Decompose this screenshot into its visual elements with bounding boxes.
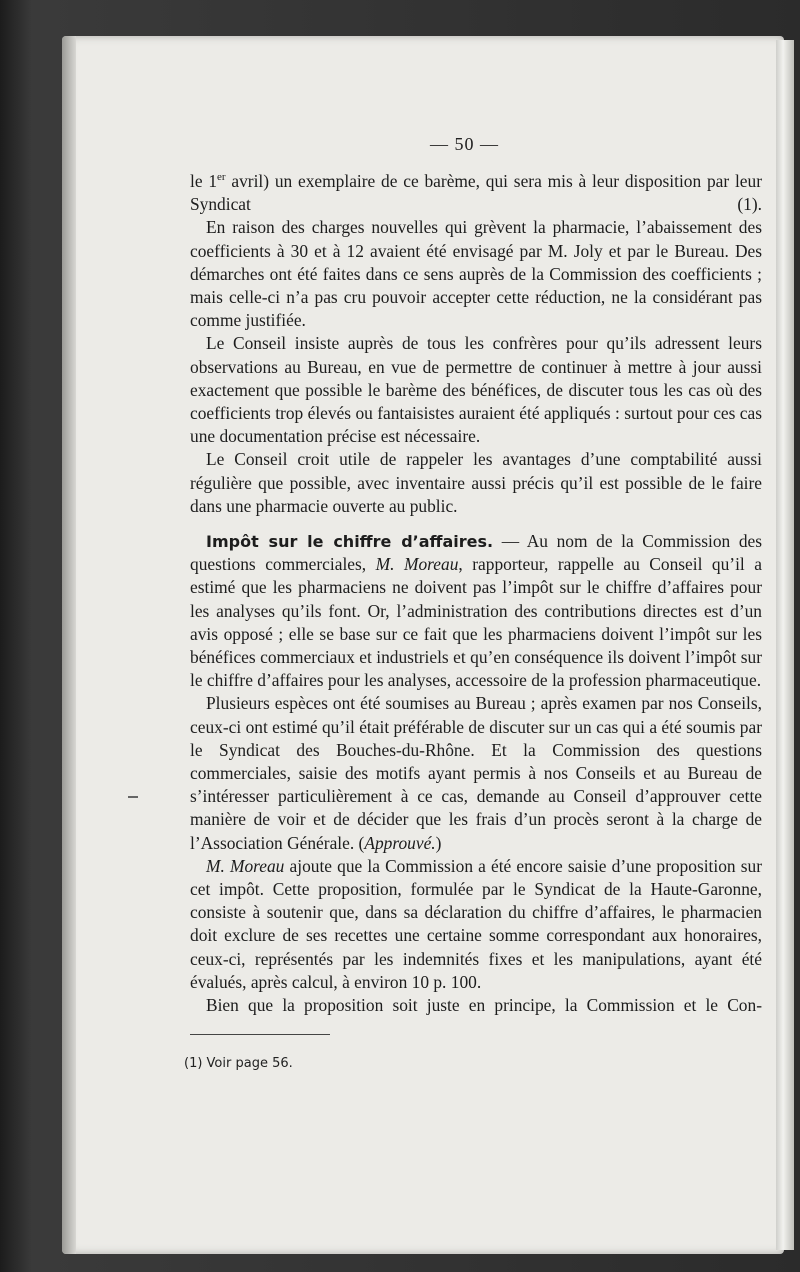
page-right-edge (776, 40, 794, 1250)
paragraph-proposition: M. Moreau ajoute que la Commission a été encore saisie d’une proposition sur cet impôt. Cette proposition, formulée par le Syndicat de la Haute-Garonne, consiste à soutenir que, dans sa déclaration du chiffre d’affaires, le pharmacien doit exclure de ses recettes une certaine somme correspondant aux honoraires, ceux-ci, représentés par les indemnités fixes et les manipulations, ayant été évalués, après calcul, à environ 10 p. 100. (190, 855, 762, 992)
footnote: (1) Voir page 56. (184, 1056, 293, 1071)
page-binding-shadow (62, 36, 76, 1254)
body-text-top (190, 170, 762, 518)
margin-mark (128, 796, 138, 798)
section-heading: Impôt sur le chiffre d’affaires. (206, 532, 494, 551)
page-number: — 50 — (430, 134, 499, 154)
paragraph-continuation: le 1er avril) un exemplaire de ce barème, qui sera mis à leur disposition par leur Syndicat (1). (190, 171, 763, 215)
paragraph-especes: Plusieurs espèces ont été soumises au Bureau ; après examen par nos Conseils, ceux-ci ont estimé qu’il était préférable de discuter sur un cas qui a été soumis par le Syndicat des Bouches-du-Rhône. Et la Commission des questions commerciales, saisie des motifs ayant permis à nos Conseils et au Bureau de s’intéresser particulièrement à ce cas, demande au Conseil d’approuver cette manière de voir et de décider que les frais d’un procès seront à la charge de l’Association Générale. (Approuvé.) (190, 693, 762, 853)
footnote-rule (190, 1034, 330, 1035)
paragraph-observations: Le Conseil insiste auprès de tous les confrères pour qu’ils adressent leurs observations au Bureau, en vue de permettre de continuer à mettre à jour aussi exactement que possible le barème des bénéfices, de discuter tous les cas où des coefficients trop élevés ou fantaisistes auraient été appliqués : surtout pour ces cas une documentation précise est nécessaire. (190, 333, 762, 447)
paragraph-bien-que: Bien que la proposition soit juste en principe, la Commission et le Con- (206, 995, 762, 1016)
paragraph-impot-heading: Impôt sur le chiffre d’affaires. — Au nom de la Commission des questions commerciales, M. Moreau, rapporteur, rappelle au Conseil qu’il a estimé que les pharmaciens ne doivent pas l’impôt sur le chiffre d’affaires pour les analyses qu’ils font. Or, l’administration des contributions directes est d’un avis opposé ; elle se base sur ce fait que les pharmaciens doivent l’impôt sur les bénéfices commerciaux et industriels et qu’en conséquence ils doivent l’impôt sur le chiffre d’affaires pour les analyses, accessoire de la profession pharmaceutique. (190, 531, 762, 691)
paragraph-coefficients: En raison des charges nouvelles qui grèvent la pharmacie, l’abaissement des coefficients à 30 et à 12 avaient été envisagé par M. Joly et par le Bureau. Des démarches ont été faites dans ce sens auprès de la Commission des coefficients ; mais celle-ci n’a pas cru pouvoir accepter cette réduction, ne la considérant pas comme justifiée. (190, 217, 762, 331)
body-text-section (190, 530, 762, 1017)
paragraph-comptabilite: Le Conseil croit utile de rappeler les avantages d’une comptabilité aussi régulière que possible, avec inventaire aussi précis qu’il est possible de le faire dans une pharmacie ouverte au public. (190, 449, 762, 516)
